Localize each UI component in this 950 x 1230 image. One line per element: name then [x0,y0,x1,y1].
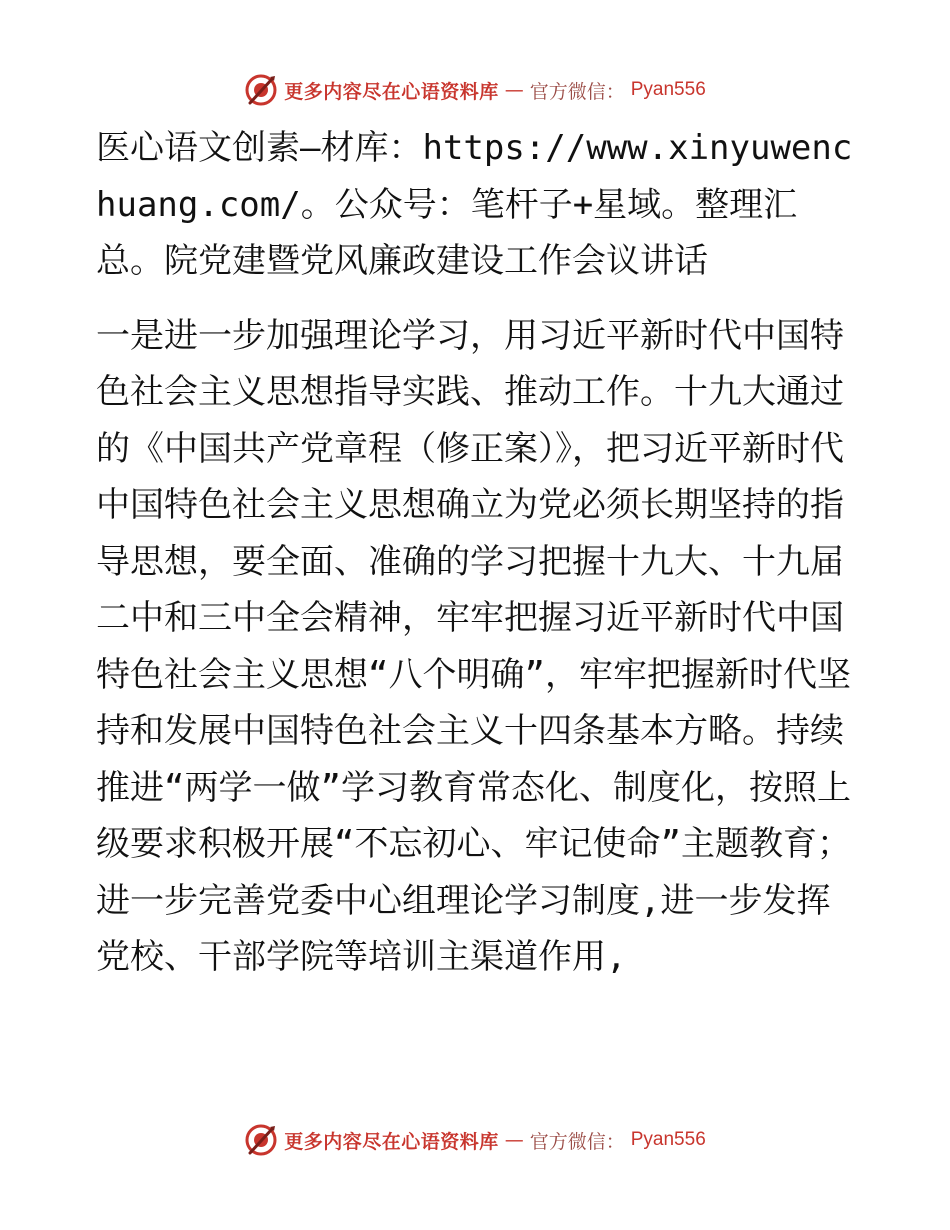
banner-dash: — [504,1129,524,1151]
banner-sub-text: 官方微信： [529,80,625,103]
quill-logo-icon [244,73,278,107]
banner-dash: — [504,79,524,101]
body-paragraph: 一是进一步加强理论学习，用习近平新时代中国特色社会主义思想指导实践、推动工作。十九大通过的《中国共产党章程（修正案）》，把习近平新时代中国特色社会主义思想确立为党必须长期坚持的指导思想，要全面、准确的学习把握十九大、十九届二中和三中全会精神，牢牢把握习近平新时代中国特色社会主义思想“八个明确”，牢牢把握新时代坚持和发展中国特色社会主义十四条基本方略。持续推进“两学一做”学习教育常态化、制度化，按照上级要求积极开展“不忘初心、牢记使命”主题教育；进一步完善党委中心组理论学习制度,进一步发挥党校、干部学院等培训主渠道作用, [96,315,851,977]
header-banner [0,70,950,110]
banner-wechat-id: Pyan556 [630,79,706,100]
quill-logo-icon [244,1123,278,1157]
banner-wechat-id: Pyan556 [630,1129,706,1150]
banner-sub-text: 官方微信： [529,1130,625,1153]
document-body [96,120,856,986]
banner-main-text: 更多内容尽在心语资料库 [284,80,499,103]
footer-banner [0,1120,950,1160]
intro-paragraph: 医心语文创素—材库：https://www.xinyuwenchuang.com/。公众号：笔杆子+星域。整理汇总。院党建暨党风廉政建设工作会议讲话 [96,128,853,281]
banner-main-text: 更多内容尽在心语资料库 [284,1130,499,1153]
